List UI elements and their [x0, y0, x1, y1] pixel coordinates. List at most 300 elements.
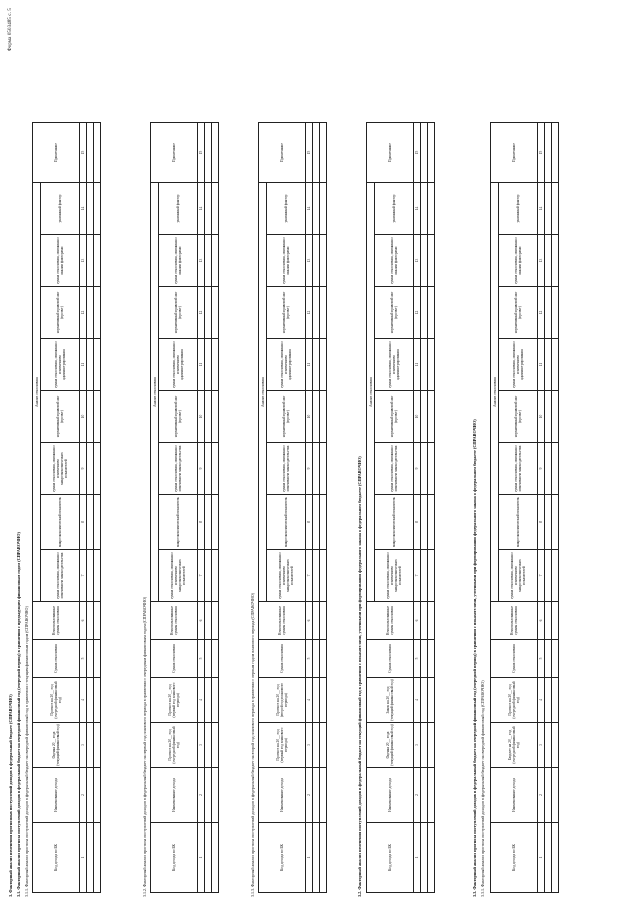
- column-number: 6: [538, 602, 545, 640]
- table-cell: [87, 123, 94, 183]
- table-cell: [428, 640, 435, 678]
- table-cell: [94, 823, 101, 893]
- table-cell: [320, 183, 327, 235]
- table-cell: [545, 391, 552, 443]
- table-cell: [552, 123, 559, 183]
- table-row: [94, 123, 101, 893]
- table-cell: [87, 602, 94, 640]
- table-cell: [320, 339, 327, 391]
- table-cell: [320, 391, 327, 443]
- column-header: Примечание: [151, 123, 198, 183]
- table-cell: [205, 723, 212, 768]
- column-header: сумма отклонения, связанная с изменением макроэкономических показателей: [159, 550, 198, 602]
- column-number: 8: [80, 495, 87, 550]
- column-header: Примечание: [367, 123, 414, 183]
- table-cell: [205, 287, 212, 339]
- table-cell: [313, 550, 320, 602]
- table-cell: [313, 443, 320, 495]
- table-cell: [545, 183, 552, 235]
- table-cell: [313, 183, 320, 235]
- table-cell: [320, 602, 327, 640]
- table-cell: [205, 823, 212, 893]
- column-header: Неиспользованные суммы отклонения: [259, 602, 306, 640]
- table-cell: [205, 678, 212, 723]
- table-cell: [421, 443, 428, 495]
- column-header: сумма отклонения, связанная с изменением законодательства: [267, 443, 306, 495]
- analysis-group-header: Анализ отклонения: [259, 183, 267, 602]
- column-header: Прогноз на 20__ год (первый год планового периода): [151, 678, 198, 723]
- column-header: сумма отклонения, связанная с иными факторами: [159, 235, 198, 287]
- table-cell: [313, 640, 320, 678]
- table-cell: [421, 723, 428, 768]
- table-cell: [212, 287, 219, 339]
- table-row: [87, 123, 94, 893]
- column-number: 4: [198, 678, 205, 723]
- column-header: сумма отклонения, связанная с изменением макроэкономических показателей: [499, 550, 538, 602]
- table-cell: [94, 339, 101, 391]
- table-cell: [205, 123, 212, 183]
- column-header: Сумма отклонения: [33, 640, 80, 678]
- table-cell: [320, 443, 327, 495]
- column-number: 6: [414, 602, 421, 640]
- column-number: 8: [538, 495, 545, 550]
- table-cell: [313, 723, 320, 768]
- column-number: 14: [198, 183, 205, 235]
- column-number: 10: [306, 391, 313, 443]
- column-header: сумма отклонения, связанная с изменением макроэкономических показателей: [375, 550, 414, 602]
- column-number: 6: [80, 602, 87, 640]
- table-cell: [94, 678, 101, 723]
- column-number: 4: [80, 678, 87, 723]
- factor-table: [258, 122, 327, 893]
- table-cell: [212, 183, 219, 235]
- column-header: указанный фактор: [41, 183, 80, 235]
- column-number: 2: [80, 768, 87, 823]
- table-cell: [87, 443, 94, 495]
- table-cell: [212, 235, 219, 287]
- column-number: 7: [538, 550, 545, 602]
- table-cell: [552, 602, 559, 640]
- column-number: 12: [414, 287, 421, 339]
- column-number: 5: [538, 640, 545, 678]
- column-header: Наименование дохода: [491, 768, 538, 823]
- column-number: 1: [414, 823, 421, 893]
- table-cell: [421, 339, 428, 391]
- section-subsubtitle-3-3-1: 3.3.1. Факторный анализ прогноза поступлений доходов в федеральный бюджет на очередной финансовый год (СПРАВОЧНО): [480, 680, 485, 897]
- table-cell: [313, 678, 320, 723]
- table-cell: [94, 768, 101, 823]
- table-cell: [320, 823, 327, 893]
- column-number: 3: [80, 723, 87, 768]
- column-number: 9: [198, 443, 205, 495]
- column-number: 14: [538, 183, 545, 235]
- table-row: [212, 123, 219, 893]
- column-header: Код дохода по БК: [151, 823, 198, 893]
- column-header: Примечание: [491, 123, 538, 183]
- form-code: Форма 0503485 с. 5: [8, 8, 13, 52]
- column-header: Прогноз на 20__ год (первый год планового периода): [259, 723, 306, 768]
- column-number: 8: [306, 495, 313, 550]
- table-cell: [205, 443, 212, 495]
- table-cell: [212, 602, 219, 640]
- column-number: 15: [198, 123, 205, 183]
- column-header: сумма отклонения, связанная с иными факторами: [41, 235, 80, 287]
- table-cell: [552, 235, 559, 287]
- table-cell: [205, 495, 212, 550]
- table-cell: [428, 550, 435, 602]
- column-header: Сумма отклонения: [491, 640, 538, 678]
- table-cell: [545, 723, 552, 768]
- column-header: Сумма отклонения: [259, 640, 306, 678]
- table-cell: [205, 391, 212, 443]
- column-number: 11: [198, 339, 205, 391]
- table-cell: [94, 640, 101, 678]
- table-cell: [320, 678, 327, 723]
- column-header: Сумма отклонения: [367, 640, 414, 678]
- table-cell: [313, 602, 320, 640]
- table-cell: [313, 339, 320, 391]
- column-header: Наименование дохода: [33, 768, 80, 823]
- column-header: Неиспользованные суммы отклонения: [33, 602, 80, 640]
- column-header: Примечание: [259, 123, 306, 183]
- column-number: 10: [80, 391, 87, 443]
- table-cell: [94, 287, 101, 339]
- table-cell: [552, 443, 559, 495]
- table-cell: [212, 339, 219, 391]
- column-header: Прогноз на 20__ год (очередной финансовый год): [491, 678, 538, 723]
- table-cell: [545, 287, 552, 339]
- column-header: указанный фактор: [499, 183, 538, 235]
- section-subsubtitle-3-1-1: 3.1.1. Факторный анализ прогноза поступлений доходов в федеральный бюджет на очередной финансовый год в сравнении с текущим финансовым годом (СПРАВОЧНО): [24, 606, 29, 897]
- table-cell: [205, 768, 212, 823]
- column-number: 13: [198, 235, 205, 287]
- column-number: 2: [414, 768, 421, 823]
- column-header: сумма отклонения, связанная с изменением макроэкономических показателей: [267, 550, 306, 602]
- table-cell: [320, 287, 327, 339]
- column-number: 3: [198, 723, 205, 768]
- table-cell: [421, 550, 428, 602]
- table-cell: [421, 123, 428, 183]
- table-cell: [205, 339, 212, 391]
- table-cell: [421, 640, 428, 678]
- column-number: 10: [414, 391, 421, 443]
- table-cell: [313, 123, 320, 183]
- factor-table: [150, 122, 219, 893]
- table-cell: [421, 678, 428, 723]
- column-header: сумма отклонения, связанная с изменением администрирования: [375, 339, 414, 391]
- table-cell: [428, 768, 435, 823]
- table-cell: [94, 443, 101, 495]
- column-number: 8: [414, 495, 421, 550]
- factor-table: [490, 122, 559, 893]
- column-header: нормативный правовой акт (проект): [375, 391, 414, 443]
- column-header: Неиспользованные суммы отклонения: [491, 602, 538, 640]
- column-number: 15: [306, 123, 313, 183]
- column-number: 1: [80, 823, 87, 893]
- column-number: 10: [198, 391, 205, 443]
- table-cell: [212, 391, 219, 443]
- section-subsubtitle-3-1-2: 3.1.2. Факторный анализ прогноза поступлений доходов в федеральный бюджет на первый год планового периода в сравнении с очередным финансовым годом (СПРАВОЧНО): [142, 596, 147, 897]
- table-cell: [313, 823, 320, 893]
- column-number: 12: [306, 287, 313, 339]
- table-cell: [552, 287, 559, 339]
- table-cell: [428, 723, 435, 768]
- table-cell: [87, 678, 94, 723]
- analysis-group-header: Анализ отклонения: [33, 183, 41, 602]
- column-number: 11: [306, 339, 313, 391]
- table-cell: [552, 183, 559, 235]
- column-number: 9: [306, 443, 313, 495]
- table-cell: [428, 823, 435, 893]
- table-cell: [313, 391, 320, 443]
- column-number: 9: [538, 443, 545, 495]
- table-cell: [421, 235, 428, 287]
- table-cell: [552, 391, 559, 443]
- column-number: 3: [306, 723, 313, 768]
- column-header: Код дохода по БК: [491, 823, 538, 893]
- column-header: сумма отклонения, связанная с иными факторами: [375, 235, 414, 287]
- table-cell: [545, 235, 552, 287]
- column-header: Прогноз на 20__ год (очередной финансовый год): [33, 678, 80, 723]
- table-cell: [421, 287, 428, 339]
- table-cell: [545, 339, 552, 391]
- column-header: Наименование дохода: [151, 768, 198, 823]
- table-cell: [87, 235, 94, 287]
- table-cell: [94, 723, 101, 768]
- column-number: 6: [198, 602, 205, 640]
- column-number: 1: [538, 823, 545, 893]
- column-header: нормативный правовой акт (проект): [41, 287, 80, 339]
- column-number: 3: [414, 723, 421, 768]
- column-header: макроэкономический показатель: [159, 495, 198, 550]
- column-header: нормативный правовой акт (проект): [267, 287, 306, 339]
- table-cell: [428, 287, 435, 339]
- column-header: нормативный правовой акт (проект): [159, 287, 198, 339]
- table-cell: [320, 640, 327, 678]
- table-cell: [87, 640, 94, 678]
- column-number: 7: [414, 550, 421, 602]
- table-row: [421, 123, 428, 893]
- column-number: 13: [414, 235, 421, 287]
- table-cell: [552, 640, 559, 678]
- column-header: Оценка 20__ года (текущий финансовый год): [33, 723, 80, 768]
- table-cell: [94, 391, 101, 443]
- table-cell: [428, 235, 435, 287]
- column-number: 15: [414, 123, 421, 183]
- table-cell: [421, 602, 428, 640]
- factor-table: [32, 122, 101, 893]
- section-subtitle-3-1: 3.1. Факторный анализ прогноза поступлений доходов в федеральный бюджет на очередной финансовый год (очередной период) в сравнении с предыдущим финансовым годом (СПРАВОЧНО): [16, 532, 21, 897]
- table-cell: [313, 287, 320, 339]
- column-number: 3: [538, 723, 545, 768]
- table-cell: [212, 768, 219, 823]
- table-cell: [212, 123, 219, 183]
- table-cell: [428, 339, 435, 391]
- table-cell: [545, 550, 552, 602]
- column-header: Наименование дохода: [259, 768, 306, 823]
- table-row: [552, 123, 559, 893]
- analysis-group-header: Анализ отклонения: [151, 183, 159, 602]
- table-cell: [552, 723, 559, 768]
- column-number: 9: [80, 443, 87, 495]
- column-header: указанный фактор: [159, 183, 198, 235]
- table-cell: [320, 235, 327, 287]
- table-cell: [212, 443, 219, 495]
- column-number: 5: [198, 640, 205, 678]
- table-cell: [205, 602, 212, 640]
- table-cell: [428, 123, 435, 183]
- column-header: Оценка 20__ года (текущий финансовый год): [367, 723, 414, 768]
- column-number: 12: [198, 287, 205, 339]
- column-number: 4: [538, 678, 545, 723]
- column-header: нормативный правовой акт (проект): [375, 287, 414, 339]
- column-number: 12: [80, 287, 87, 339]
- column-number: 15: [538, 123, 545, 183]
- table-row: [428, 123, 435, 893]
- table-cell: [87, 183, 94, 235]
- column-header: Прогноз на 20__ год (очередной финансовый год): [151, 723, 198, 768]
- column-number: 13: [306, 235, 313, 287]
- table-cell: [320, 723, 327, 768]
- factor-table: [366, 122, 435, 893]
- table-cell: [552, 550, 559, 602]
- table-cell: [212, 823, 219, 893]
- table-cell: [94, 602, 101, 640]
- table-cell: [428, 443, 435, 495]
- table-row: [205, 123, 212, 893]
- column-header: сумма отклонения, связанная с изменением администрирования: [41, 339, 80, 391]
- column-number: 5: [80, 640, 87, 678]
- table-cell: [94, 235, 101, 287]
- column-header: сумма отклонения, связанная с изменением администрирования: [159, 339, 198, 391]
- column-header: Закон на 20__ год (текущий финансовый год): [367, 678, 414, 723]
- column-header: сумма отклонения, связанная с изменением макроэкономических показателей: [41, 443, 80, 495]
- column-number: 14: [306, 183, 313, 235]
- column-header: Прогноз на 20__ год (второй год планового периода): [259, 678, 306, 723]
- table-row: [313, 123, 320, 893]
- section-subsubtitle-3-1-3: 3.1.3. Факторный анализ прогноза поступлений доходов в федеральный бюджет на второй год планового периода в сравнении с первым годом планового периода (СПРАВОЧНО): [250, 592, 255, 897]
- table-cell: [94, 183, 101, 235]
- table-cell: [545, 768, 552, 823]
- column-number: 1: [198, 823, 205, 893]
- column-number: 13: [538, 235, 545, 287]
- table-cell: [552, 495, 559, 550]
- table-cell: [545, 602, 552, 640]
- column-number: 6: [306, 602, 313, 640]
- column-number: 10: [538, 391, 545, 443]
- table-cell: [320, 768, 327, 823]
- table-cell: [313, 768, 320, 823]
- section-title-3-3: 3.3. Факторный анализ прогноза поступлений доходов в федеральный бюджет на очередной финансовый год (очередной период) в сравнении с показателями, учтенными при формировании федерального закона о федеральном бюджете (СПРАВОЧНО): [472, 419, 477, 897]
- table-cell: [545, 678, 552, 723]
- column-header: сумма отклонения, связанная с изменением законодательства: [375, 443, 414, 495]
- column-header: сумма отклонения, связанная с изменением законодательства: [41, 550, 80, 602]
- column-header: Сумма отклонения: [151, 640, 198, 678]
- table-cell: [212, 723, 219, 768]
- column-number: 15: [80, 123, 87, 183]
- column-header: Неиспользованные суммы отклонения: [367, 602, 414, 640]
- table-cell: [87, 287, 94, 339]
- analysis-group-header: Анализ отклонения: [491, 183, 499, 602]
- column-header: Наименование дохода: [367, 768, 414, 823]
- column-header: нормативный правовой акт (проект): [159, 391, 198, 443]
- table-cell: [212, 495, 219, 550]
- table-cell: [87, 550, 94, 602]
- table-cell: [428, 183, 435, 235]
- column-number: 11: [80, 339, 87, 391]
- table-cell: [87, 495, 94, 550]
- column-number: 7: [306, 550, 313, 602]
- column-number: 5: [306, 640, 313, 678]
- section-title-3-2: 3.2. Факторный анализ изменения поступлений доходов в федеральный бюджет на текущий финансовый год в сравнении с показателями, учтенными при формировании федерального закона о федеральном бюджете (СПРАВОЧНО): [357, 456, 362, 897]
- column-header: макроэкономический показатель: [499, 495, 538, 550]
- column-number: 11: [538, 339, 545, 391]
- table-cell: [205, 235, 212, 287]
- column-number: 7: [198, 550, 205, 602]
- table-cell: [545, 823, 552, 893]
- table-cell: [212, 550, 219, 602]
- column-number: 12: [538, 287, 545, 339]
- column-header: Неиспользованные суммы отклонения: [151, 602, 198, 640]
- column-number: 7: [80, 550, 87, 602]
- column-number: 4: [306, 678, 313, 723]
- analysis-group-header: Анализ отклонения: [367, 183, 375, 602]
- column-header: Код дохода по БК: [259, 823, 306, 893]
- table-cell: [552, 678, 559, 723]
- column-number: 14: [414, 183, 421, 235]
- column-header: сумма отклонения, связанная с изменением администрирования: [267, 339, 306, 391]
- column-number: 9: [414, 443, 421, 495]
- column-number: 11: [414, 339, 421, 391]
- table-cell: [87, 391, 94, 443]
- table-cell: [320, 495, 327, 550]
- column-header: сумма отклонения, связанная с иными факторами: [499, 235, 538, 287]
- column-header: Код дохода по БК: [33, 823, 80, 893]
- table-cell: [421, 823, 428, 893]
- table-cell: [552, 768, 559, 823]
- table-cell: [421, 495, 428, 550]
- column-header: макроэкономический показатель: [41, 495, 80, 550]
- column-header: нормативный правовой акт (проект): [499, 287, 538, 339]
- column-header: Примечание: [33, 123, 80, 183]
- table-cell: [320, 550, 327, 602]
- table-cell: [320, 123, 327, 183]
- table-cell: [313, 495, 320, 550]
- column-header: Код дохода по БК: [367, 823, 414, 893]
- table-cell: [94, 495, 101, 550]
- table-cell: [428, 495, 435, 550]
- column-header: Бюджет на 20__ год (очередной финансовый год): [491, 723, 538, 768]
- table-cell: [205, 550, 212, 602]
- column-number: 5: [414, 640, 421, 678]
- section-title-3: 3. Факторный анализ изменения прогнозных поступлений доходов в федеральный бюджет (СПРАВОЧНО): [8, 694, 13, 897]
- column-header: сумма отклонения, связанная с иными факторами: [267, 235, 306, 287]
- column-number: 13: [80, 235, 87, 287]
- table-cell: [545, 443, 552, 495]
- column-number: 2: [306, 768, 313, 823]
- table-row: [545, 123, 552, 893]
- column-number: 8: [198, 495, 205, 550]
- table-cell: [545, 123, 552, 183]
- column-header: указанный фактор: [375, 183, 414, 235]
- table-cell: [212, 678, 219, 723]
- table-cell: [428, 602, 435, 640]
- table-cell: [87, 339, 94, 391]
- table-cell: [212, 640, 219, 678]
- table-cell: [87, 823, 94, 893]
- table-cell: [205, 640, 212, 678]
- table-cell: [421, 183, 428, 235]
